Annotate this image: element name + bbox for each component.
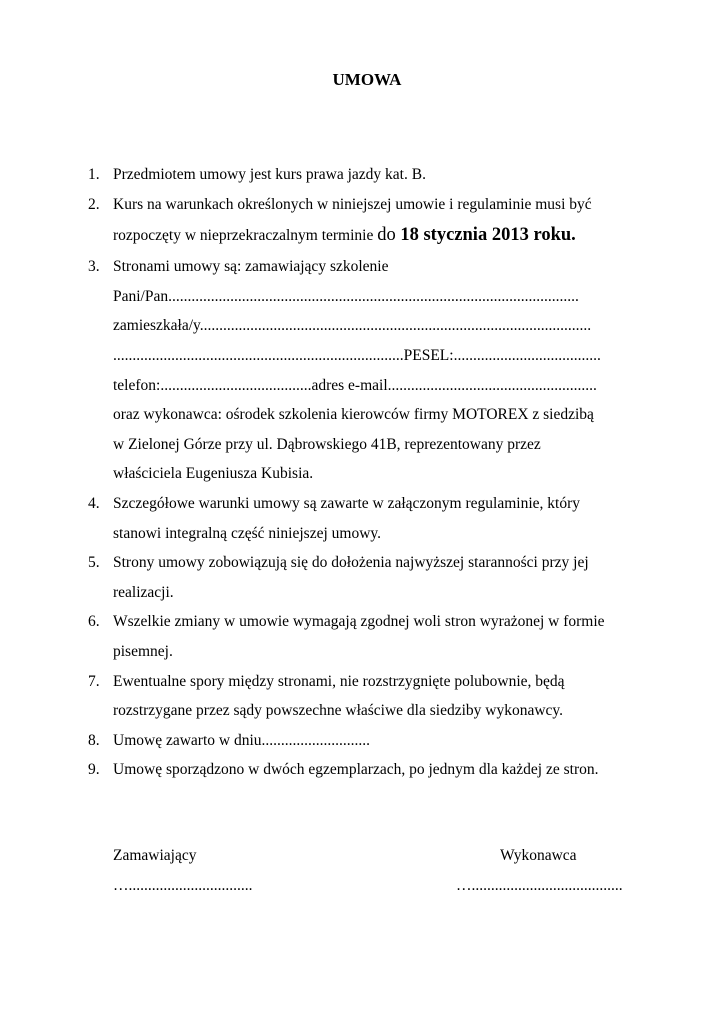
clause-number: 1.: [88, 166, 100, 183]
deadline-date: 18 stycznia 2013 roku.: [400, 225, 576, 246]
clause-text: Wszelkie zmiany w umowie wymagają zgodnej woli stron wyrażonej w formie: [113, 613, 605, 631]
clause-1: [88, 160, 668, 190]
clause-text: rozpoczęty w nieprzekraczalnym terminie: [113, 227, 378, 245]
clause-8: [88, 726, 668, 756]
clause-text: Kurs na warunkach określonych w niniejszej umowie i regulaminie musi być: [113, 195, 592, 213]
clause-text: Przedmiotem umowy jest kurs prawa jazdy kat. B.: [113, 166, 426, 183]
signature-label-client: Zamawiający: [113, 847, 197, 864]
signature-line-client: …................................: [113, 877, 253, 894]
clause-number: 4.: [88, 494, 100, 512]
clause-text: Strony umowy zobowiązują się do dołożenia najwyższej staranności przy jej: [113, 554, 589, 572]
deadline-prefix: do: [377, 225, 401, 246]
clause-text: pisemnej.: [113, 642, 173, 660]
clause-5: [88, 548, 668, 607]
contract-clauses: [88, 160, 668, 785]
clause-4: [88, 489, 668, 548]
clause-number: 3.: [88, 258, 100, 276]
clause-3: [88, 252, 668, 489]
field-address-line: zamieszkała/y.....................................................................................................: [113, 317, 592, 335]
clause-number: 5.: [88, 554, 100, 572]
signature-label-contractor: Wykonawca: [500, 847, 577, 864]
clause-number: 9.: [88, 761, 100, 779]
clause-text: Ewentualne spory między stronami, nie rozstrzygnięte polubownie, będą: [113, 672, 565, 690]
clause-9: [88, 755, 668, 785]
clause-6: [88, 607, 668, 666]
signature-line-contractor: ….......................................: [456, 877, 623, 894]
clause-text: Szczegółowe warunki umowy są zawarte w załączonym regulaminie, który: [113, 494, 580, 512]
clause-2: [88, 190, 668, 253]
field-name-line: Pani/Pan..........................................................................................................: [113, 287, 579, 305]
clause-7: [88, 667, 668, 726]
clause-deadline-line: [113, 219, 668, 252]
clause-number: 8.: [88, 731, 100, 749]
clause-number: 6.: [88, 613, 100, 631]
field-pesel-line: ...........................................................................PESEL:......................................: [113, 346, 601, 364]
clause-text: właściciela Eugeniusza Kubisia.: [113, 465, 314, 483]
clause-text: Umowę sporządzono w dwóch egzemplarzach, po jednym dla każdej ze stron.: [113, 761, 599, 779]
clause-text: realizacji.: [113, 583, 174, 601]
clause-text: rozstrzygane przez sądy powszechne właściwe dla siedziby wykonawcy.: [113, 702, 564, 720]
document-title: UMOWA: [332, 70, 402, 89]
field-contact-line: telefon:.......................................adres e-mail......................................................: [113, 376, 597, 394]
clause-text: Umowę zawarto w dniu............................: [113, 731, 370, 749]
clause-text: Stronami umowy są: zamawiający szkolenie: [113, 258, 389, 276]
clause-number: 2.: [88, 195, 100, 213]
clause-number: 7.: [88, 672, 100, 690]
clause-text: stanowi integralną część niniejszej umowy.: [113, 524, 382, 542]
clause-text: oraz wykonawca: ośrodek szkolenia kierowców firmy MOTOREX z siedzibą: [113, 406, 594, 424]
clause-text: w Zielonej Górze przy ul. Dąbrowskiego 41B, reprezentowany przez: [113, 435, 541, 453]
